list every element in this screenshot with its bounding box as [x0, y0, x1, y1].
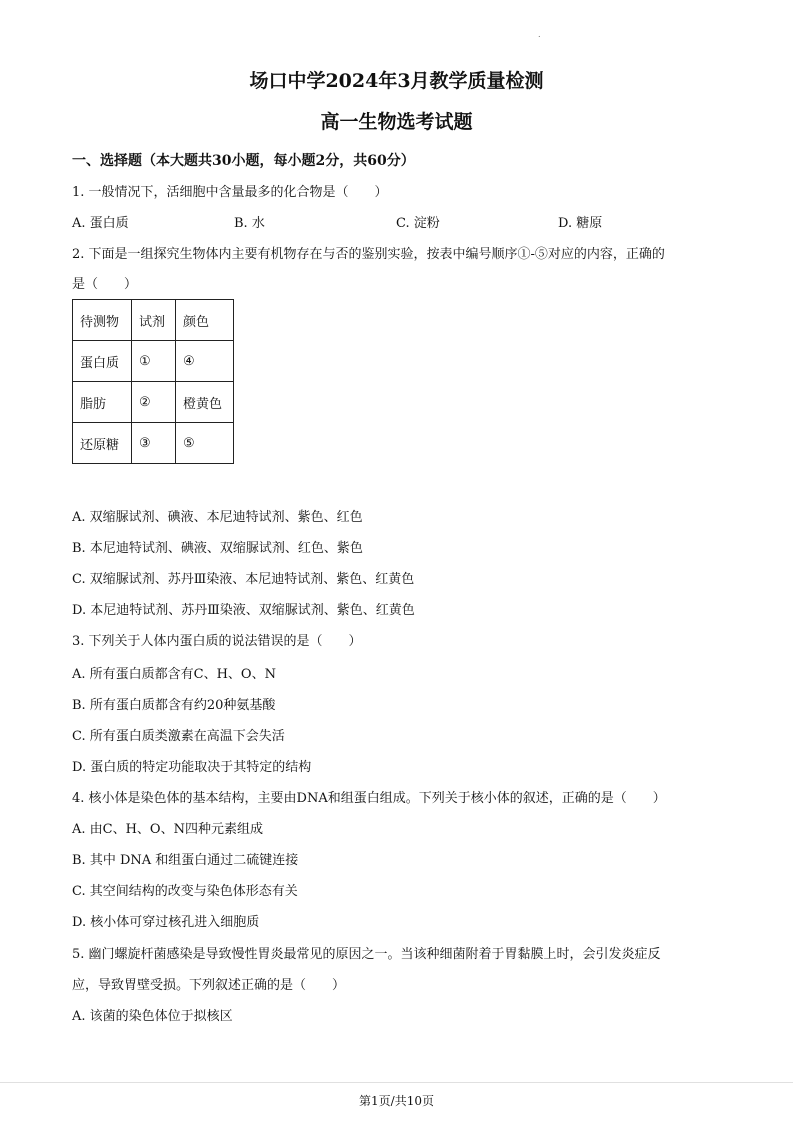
- question-1-stem: 1. 一般情况下，活细胞中含量最多的化合物是（ ）: [72, 185, 388, 200]
- question-4-option-c: C. 其空间结构的改变与染色体形态有关: [72, 884, 298, 899]
- question-2-table: [72, 299, 234, 464]
- question-4-stem: 4. 核小体是染色体的基本结构，主要由DNA和组蛋白组成。下列关于核小体的叙述，正确的是（ ）: [72, 791, 666, 806]
- table-cell: ④: [176, 341, 234, 382]
- question-1-option-a: A. 蛋白质: [72, 216, 129, 231]
- question-4-option-d: D. 核小体可穿过核孔进入细胞质: [72, 915, 260, 930]
- table-row: [73, 423, 234, 464]
- table-header-row: [73, 300, 234, 341]
- question-1-option-d: D. 糖原: [558, 216, 603, 231]
- page-title: 场口中学2024年3月教学质量检测: [249, 70, 544, 92]
- footer-divider: [0, 1082, 793, 1083]
- question-2-option-b: B. 本尼迪特试剂、碘液、双缩脲试剂、红色、紫色: [72, 541, 363, 556]
- table-cell: 还原糖: [73, 423, 132, 464]
- question-3-option-d: D. 蛋白质的特定功能取决于其特定的结构: [72, 760, 312, 775]
- question-3-option-c: C. 所有蛋白质类激素在高温下会失活: [72, 729, 285, 744]
- table-header-cell: 试剂: [132, 300, 176, 341]
- table-cell: ②: [132, 382, 176, 423]
- table-header-cell: 待测物: [73, 300, 132, 341]
- table-cell: 蛋白质: [73, 341, 132, 382]
- question-1-option-b: B. 水: [234, 216, 265, 231]
- table-cell: ⑤: [176, 423, 234, 464]
- table-row: [73, 341, 234, 382]
- question-2-option-d: D. 本尼迪特试剂、苏丹Ⅲ染液、双缩脲试剂、紫色、红黄色: [72, 603, 415, 618]
- table-row: [73, 382, 234, 423]
- question-2-option-a: A. 双缩脲试剂、碘液、本尼迪特试剂、紫色、红色: [72, 510, 363, 525]
- table-cell: 橙黄色: [176, 382, 234, 423]
- page-subtitle: 高一生物选考试题: [320, 111, 473, 133]
- table-cell: ③: [132, 423, 176, 464]
- question-3-option-a: A. 所有蛋白质都含有C、H、O、N: [72, 667, 276, 682]
- question-1-option-c: C. 淀粉: [396, 216, 440, 231]
- section-heading: 一、选择题（本大题共30小题，每小题2分，共60分）: [72, 153, 415, 169]
- question-5-stem-line1: 5. 幽门螺旋杆菌感染是导致慢性胃炎最常见的原因之一。当该种细菌附着于胃黏膜上时，会引发炎症反: [72, 947, 661, 962]
- header-dot: .: [538, 30, 541, 39]
- question-4-option-a: A. 由C、H、O、N四种元素组成: [72, 822, 263, 837]
- question-2-stem-line2: 是（ ）: [72, 277, 138, 292]
- question-5-stem-line2: 应，导致胃壁受损。下列叙述正确的是（ ）: [72, 978, 346, 993]
- table-cell: 脂肪: [73, 382, 132, 423]
- table-header-cell: 颜色: [176, 300, 234, 341]
- question-4-option-b: B. 其中 DNA 和组蛋白通过二硫键连接: [72, 853, 299, 868]
- question-2-stem-line1: 2. 下面是一组探究生物体内主要有机物存在与否的鉴别实验，按表中编号顺序①-⑤对应的内容，正确的: [72, 247, 665, 262]
- page-number: 第1页/共10页: [359, 1094, 434, 1108]
- question-5-option-a: A. 该菌的染色体位于拟核区: [72, 1009, 233, 1024]
- question-3-option-b: B. 所有蛋白质都含有约20种氨基酸: [72, 698, 276, 713]
- question-3-stem: 3. 下列关于人体内蛋白质的说法错误的是（ ）: [72, 634, 362, 649]
- question-2-option-c: C. 双缩脲试剂、苏丹Ⅲ染液、本尼迪特试剂、紫色、红黄色: [72, 572, 415, 587]
- table-cell: ①: [132, 341, 176, 382]
